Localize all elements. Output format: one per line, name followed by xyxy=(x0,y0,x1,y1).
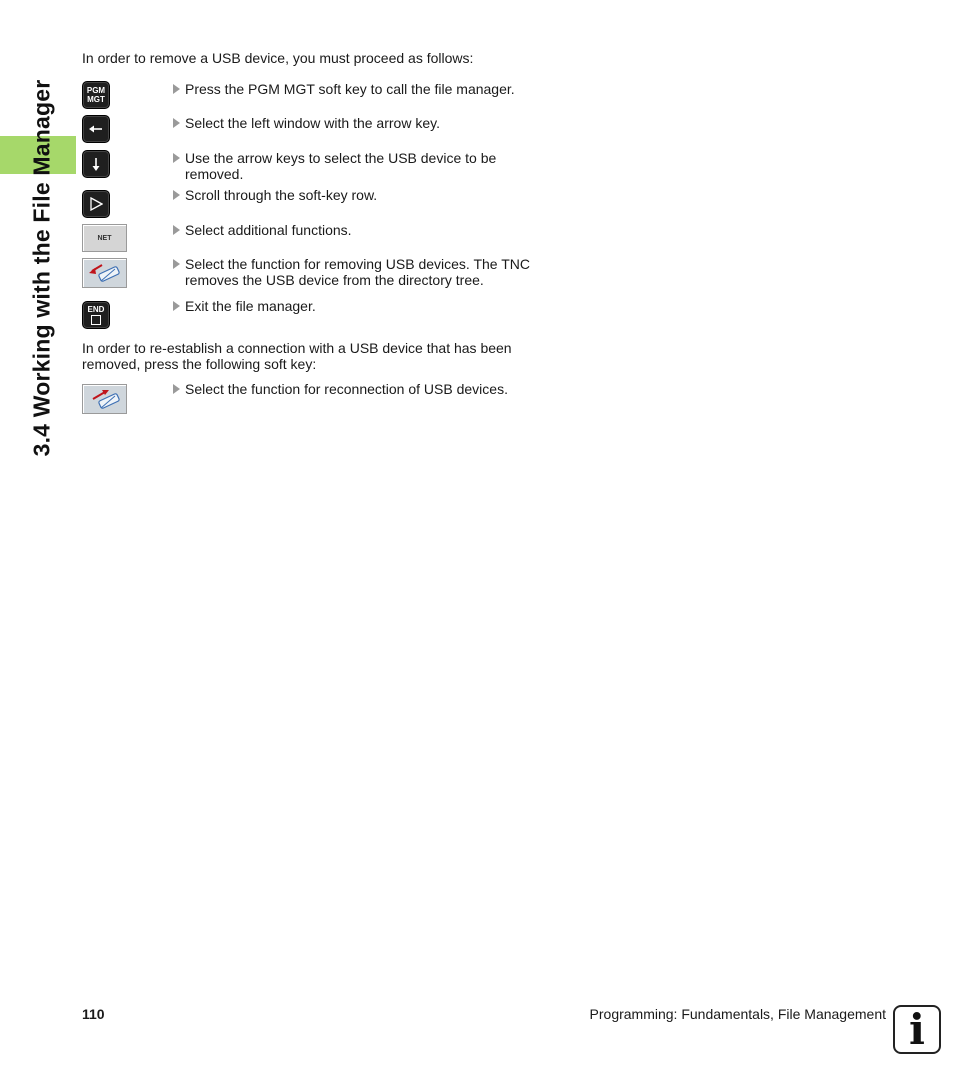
step-arrow-icon xyxy=(173,190,180,200)
step-arrow-icon xyxy=(173,301,180,311)
step-instruction: Select the function for removing USB devices. The TNC removes the USB device from the directory tree. xyxy=(173,256,543,288)
step-instruction: Select additional functions. xyxy=(173,222,543,238)
step-arrow-icon xyxy=(173,384,180,394)
pgm-mgt-key[interactable]: PGM MGT xyxy=(82,81,110,109)
step-instruction: Use the arrow keys to select the USB device to be removed. xyxy=(173,150,543,182)
arrow-down-icon xyxy=(91,157,101,171)
step-instruction: Exit the file manager. xyxy=(173,298,543,314)
chapter-title: 3.4 Working with the File Manager xyxy=(28,79,55,457)
step-additional-functions xyxy=(82,224,542,258)
step-instruction: Select the left window with the arrow key. xyxy=(173,115,543,131)
square-icon xyxy=(91,315,101,325)
step-arrow-icon xyxy=(173,225,180,235)
reconnect-intro-text: In order to re-establish a connection with a USB device that has been removed, press the following soft key: xyxy=(82,340,512,372)
step-left-window xyxy=(82,115,542,149)
end-key[interactable]: END xyxy=(82,301,110,329)
step-pgm-mgt xyxy=(82,81,542,115)
step-instruction: Scroll through the soft-key row. xyxy=(173,187,543,203)
step-instruction: Press the PGM MGT soft key to call the file manager. xyxy=(173,81,543,97)
step-remove-usb xyxy=(82,258,542,292)
remove-usb-softkey[interactable] xyxy=(82,258,127,288)
triangle-right-icon xyxy=(89,197,103,211)
step-exit xyxy=(82,298,542,335)
net-softkey[interactable]: NET xyxy=(82,224,127,252)
usb-remove-icon xyxy=(85,261,125,285)
step-instruction: Select the function for reconnection of USB devices. xyxy=(173,381,543,397)
reconnect-usb-softkey[interactable] xyxy=(82,384,127,414)
arrow-left-icon xyxy=(89,124,103,134)
step-select-usb xyxy=(82,150,542,184)
next-softkey-row-key[interactable] xyxy=(82,190,110,218)
step-arrow-icon xyxy=(173,118,180,128)
step-arrow-icon xyxy=(173,259,180,269)
step-reconnect-usb xyxy=(82,381,542,418)
step-scroll-softkeys xyxy=(82,187,542,224)
intro-text: In order to remove a USB device, you must proceed as follows: xyxy=(82,50,474,66)
page-number: 110 xyxy=(82,1006,105,1022)
step-arrow-icon xyxy=(173,84,180,94)
arrow-down-key[interactable] xyxy=(82,150,110,178)
info-icon: i xyxy=(893,1005,941,1054)
step-arrow-icon xyxy=(173,153,180,163)
footer-title: Programming: Fundamentals, File Management xyxy=(589,1006,886,1022)
usb-connect-icon xyxy=(85,387,125,411)
arrow-left-key[interactable] xyxy=(82,115,110,143)
